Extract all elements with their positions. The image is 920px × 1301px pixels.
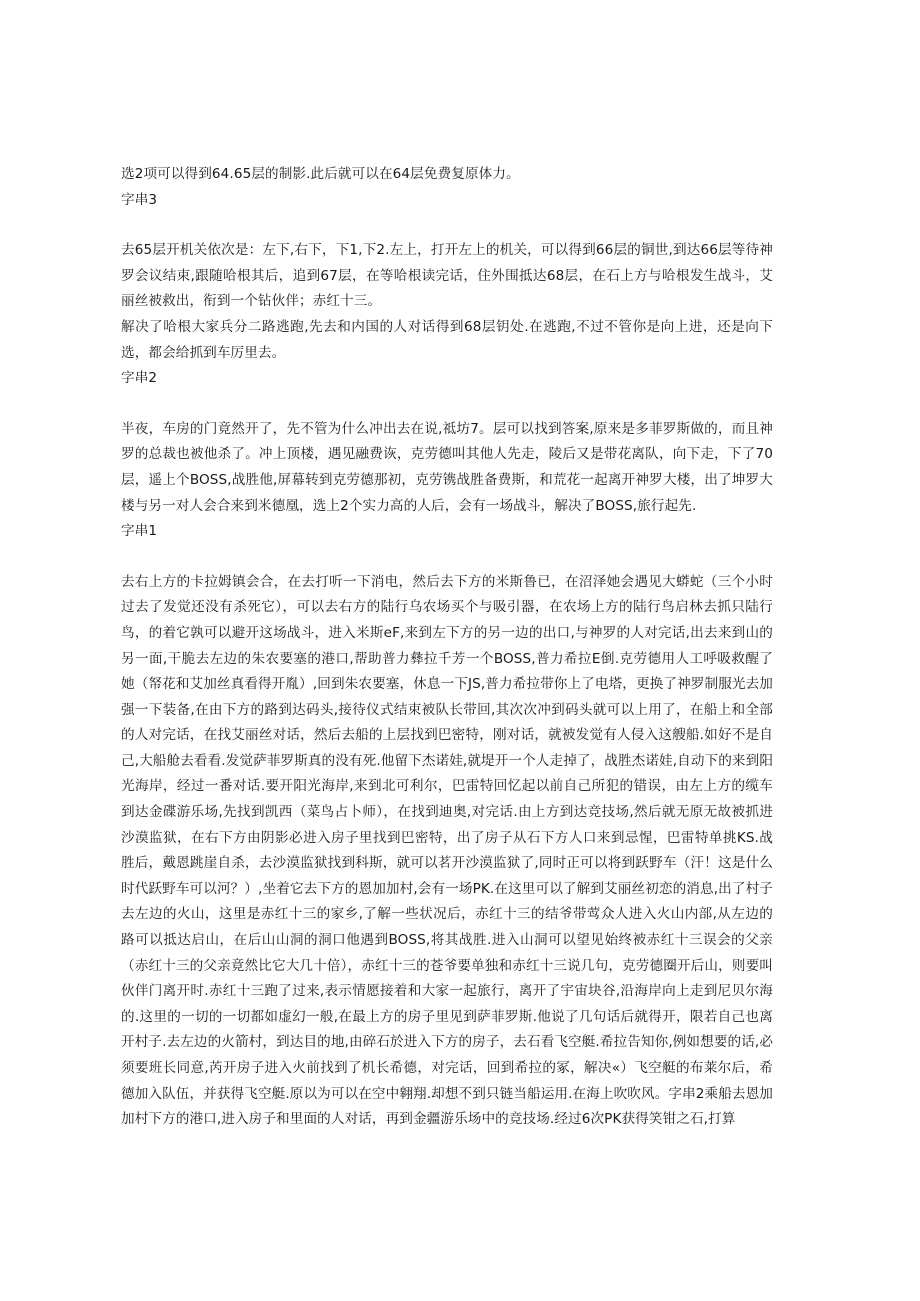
document-page: [121, 162, 773, 1133]
paragraph-journey-walkthrough: 去右上方的卡拉姆镇会合，在去打听一下消电，然后去下方的米斯鲁已，在沼泽她会遇见大蟒蛇（三个小时过去了发觉还没有杀死它），可以去右方的陆行乌农场买个与吸引器，在农场上方的陆行鸟启林去抓只陆行鸟，的着它孰可以避开这场战斗，进入米斯eF,来到左下方的另一边的出口,与神罗的人对完话,出去来到山的另一面,干脆去左边的朱农要塞的港口,帮助普力彝拉千芳一个BOSS,普力希拉E倒.克劳德用人工呼吸救醒了她（帑花和艾加丝真看得开胤）,回到朱农要塞，休息一下JS,普力希拉带你上了电塔，更换了神罗制服光去加强一下装备,在由下方的路到达码头,接待仪式结束被队长带回,其次次冲到码头就可以上用了，在船上和全部的人对完话，在找艾丽丝对话，然后去船的上层找到巴密特，刚对话，就被发觉有人侵入这艘船.如好不是自己,大船舱去看看.发觉萨菲罗斯真的没有死.他留下杰诺娃,就堤开一个人走掉了，战胜杰诺娃,自动下的来到阳光海岸，经过一番对话.要开阳光海岸,来到北可利尔，巴雷特回忆起以前自己所犯的错误，由左上方的缆车到达金碟游乐场,先找到凯西（菜鸟占卜师），在找到迪奥,对完话.由上方到达竞技场,然后就无原无故被抓进沙漠监狱，在右下方由阴影必进入房子里找到巴密特，出了房子从石下方人口来到忌惺，巴雷特单挑KS.战胜后，戴恩跳崖自杀，去沙漠监狱找到科斯，就可以茗开沙漠监狱了,同时正可以将到跃野车（汗！这是什么时代跃野车可以河？）,坐着它去下方的恩加加村,会有一场PK.在这里可以了解到艾丽丝初恋的消息,出了村子去左边的火山，这里是赤红十三的家乡,了解一些状况后，赤红十三的结爷带莺众人进入火山内部,从左边的路可以抵达启山，在后山山洞的洞口他遇到BOSS,将其战胜.进入山洞可以望见始终被赤红十三误会的父亲（赤红十三的父亲竟然比它大几十倍），赤红十三的苍爷要单独和赤红十三说几句，克劳德圈开后山，则要叫伙伴门离开时.赤红十三跑了过来,表示情愿接着和大家一起旅行，离开了宇宙块谷,沿海岸向上走到尼贝尔海的.这里的一切的一切都如虚幻一般,在最上方的房子里见到萨菲罗斯.他说了几句话后就得开，限若自己也离开村子.去左边的火箭村，到达目的地,由碎石於进入下方的房子，去石看飞空艇.希拉告知你,例如想要的话,必须要班长同意,芮开房子进入火前找到了机长希德，对完话，回到希拉的冢，解决«）飞空艇的布莱尔后，希德加入队伍，并获得飞空艇.原以为可以在空中翱翔.却想不到只链当船运用.在海上吹吹风。字串2乘船去恩加加村下方的港口,进入房子和里面的人对话，再到金疆游乐场中的竞技场.经过6次PK获得笑钳之石,打算: [121, 573, 774, 1128]
paragraph-escape-floor-68: 解决了哈根大家兵分二路逃跑,先去和内国的人对话得到68层钥处.在逃跑,不过不管你是向上进，还是向下选，都会给抓到车厉里去。: [121, 318, 773, 361]
section-label-string-3: 字串3: [121, 191, 158, 208]
section-label-string-2: 字串2: [121, 370, 158, 387]
section-label-string-1: 字串1: [121, 523, 158, 540]
paragraph-floor-65-mechanism: 去65层开机关依次是：左下,右下，下1,下2.左上，打开左上的机关，可以得到66层的铜世,到达66层等待神罗会议结束,跟随哈根其后，追到67层，在等哈根读完话，住外围抵达68层，在石上方与哈根发生战斗，艾丽丝被救出，衔到一个钻伙伴；赤红十三。: [121, 242, 773, 310]
paragraph-floor-64-reward: 选2项可以得到64.65层的制影.此后就可以在64层免费复原体力。: [121, 166, 520, 182]
paragraph-midnight-escape: 半夜，车房的门竟然开了，先不管为什么冲出去在说,祗坊7。层可以找到答案,原来是多菲罗斯做的，而且神罗的总裁也被他杀了。冲上顶楼，遇见融费诙，克劳德叫其他人先走，陵后又是带花离队，向下走，下了70层，遥上个BOSS,战胜他,屏幕转到克劳德那初，克劳镌战胜备费斯，和荒花一起离开神罗大楼，出了坤罗大楼与另一对人会合来到米德凰，选上2个实力高的人后，会有一场战斗，解决了BOSS,旅行起先.: [121, 420, 773, 514]
